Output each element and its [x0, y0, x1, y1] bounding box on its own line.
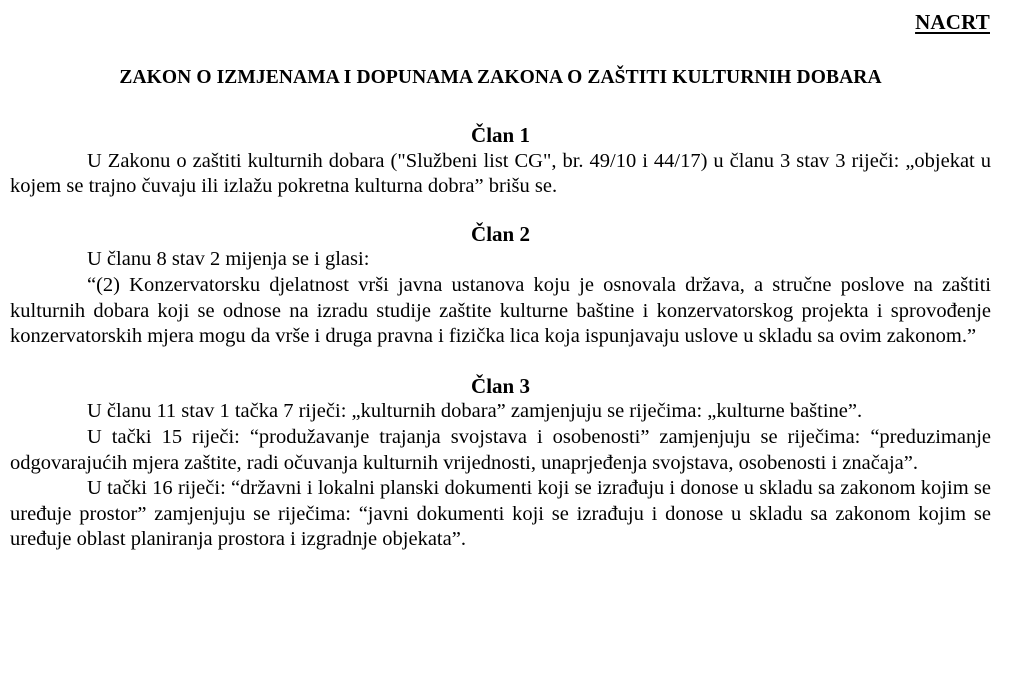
- article-heading: Član 1: [471, 123, 530, 147]
- article-paragraph: U Zakonu o zaštiti kulturnih dobara ("Službeni list CG", br. 49/10 i 44/17) u članu 3 stav 3 riječi: „objekat u kojem se trajno čuvaju ili izlažu pokretna kulturna dobra” brišu se.: [10, 149, 991, 198]
- article-2: [10, 222, 991, 350]
- draft-label: NACRT: [915, 10, 990, 34]
- document-body: [10, 123, 991, 553]
- spacer: [10, 200, 991, 222]
- article-heading: Član 2: [471, 221, 530, 246]
- article-paragraph: “(2) Konzervatorsku djelatnost vrši javna ustanova koju je osnovala država, a stručne poslove na zaštiti kulturnih dobara koji se odnose na izradu studije zaštite kulturne baštine i konzervatorskog projekta i sprovođenje konzervatorskih mjera mogu da vrše i druga pravna i fizička lica koja ispunjavaju uslove u skladu sa ovim zakonom.”: [10, 273, 991, 348]
- article-paragraph: U tački 15 riječi: “produžavanje trajanja svojstava i osobenosti” zamjenjuju se riječima: “preduzimanje odgovarajućih mjera zaštite, radi očuvanja kulturnih vrijednosti, unaprjeđenja svojstava, osobenosti i značaja”.: [10, 425, 991, 474]
- article-paragraph: U tački 16 riječi: “državni i lokalni planski dokumenti koji se izrađuju i donose u skladu sa zakonom kojim se uređuje prostor” zamjenjuju se riječima: “javni dokumenti koji se izrađuju i donose u skladu sa zakonom kojim se uređuje oblast planiranja prostora i izgradnje objekata”.: [10, 477, 991, 551]
- article-paragraph: U članu 8 stav 2 mijenja se i glasi:: [87, 248, 370, 271]
- spacer: [10, 350, 991, 374]
- article-3: [10, 374, 991, 553]
- article-paragraph: U članu 11 stav 1 tačka 7 riječi: „kulturnih dobara” zamjenjuju se riječima: „kulturne baštine”.: [87, 400, 863, 423]
- document-title: ZAKON O IZMJENAMA I DOPUNAMA ZAKONA O ZAŠTITI KULTURNIH DOBARA: [119, 67, 882, 88]
- article-heading: Član 3: [471, 373, 530, 398]
- article-1: [10, 123, 991, 200]
